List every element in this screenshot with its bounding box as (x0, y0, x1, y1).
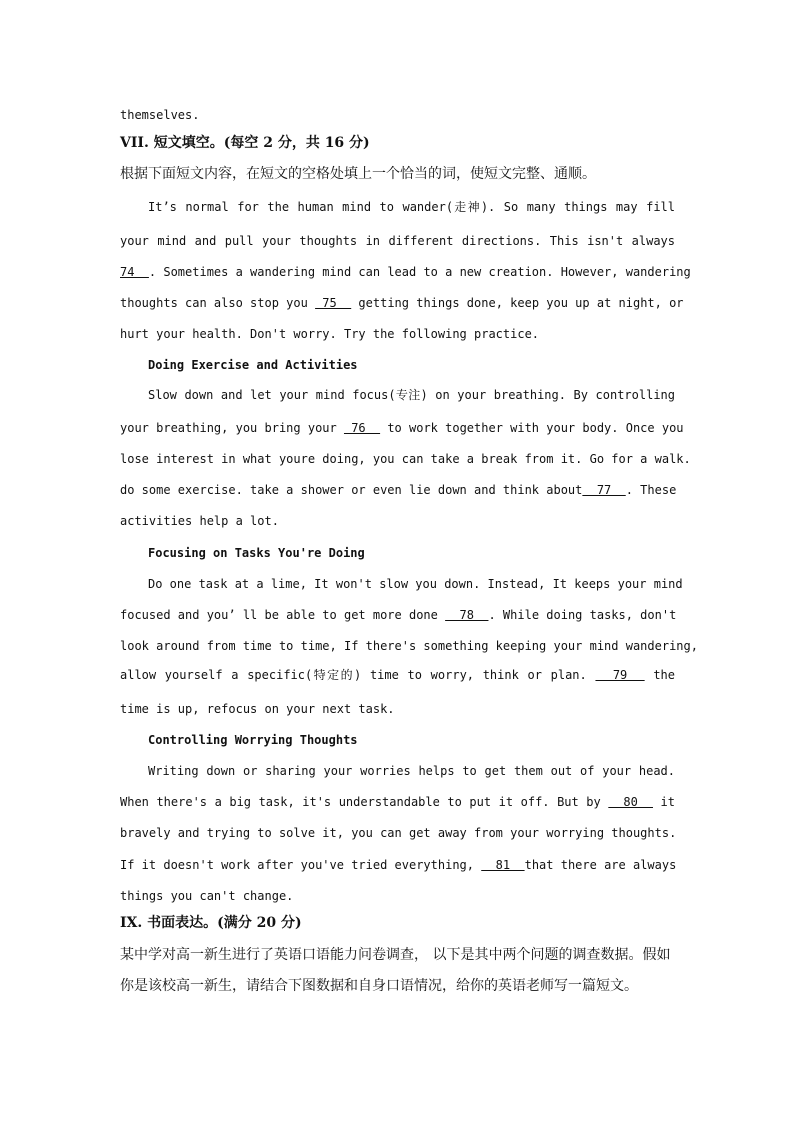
blank-78: 78 (445, 608, 489, 622)
passage-line: things you can't change. (120, 889, 294, 903)
passage-line: your breathing, you bring your 76 to work together with your body. Once you (120, 421, 684, 435)
subheading-focusing: Focusing on Tasks You're Doing (148, 546, 365, 560)
blank-75: 75 (315, 296, 352, 310)
section-ix-prompt-line: 你是该校高一新生，请结合下图数据和自身口语情况，给你的英语老师写一篇短文。 (120, 978, 638, 994)
passage-line: It’s normal for the human mind to wander(走神). So many things may fill (148, 200, 675, 214)
passage-line: time is up, refocus on your next task. (120, 702, 395, 716)
blank-81: 81 (481, 858, 525, 872)
passage-line: Slow down and let your mind focus(专注) on your breathing. By controlling (148, 388, 675, 402)
passage-line: bravely and trying to solve it, you can get away from your worrying thoughts. (120, 826, 677, 840)
blank-74: 74 (120, 265, 149, 279)
blank-76: 76 (343, 421, 381, 435)
blank-77: 77 (582, 483, 626, 497)
passage-line: activities help a lot. (120, 514, 279, 528)
section-ix-prompt-line: 某中学对高一新生进行了英语口语能力问卷调查， 以下是其中两个问题的调查数据。假如 (120, 947, 671, 963)
passage-line: Writing down or sharing your worries helps to get them out of your head. (148, 764, 675, 778)
passage-line: If it doesn't work after you've tried everything, 81 that there are always (120, 858, 677, 872)
passage-line: Do one task at a lime, It won't slow you down. Instead, It keeps your mind (148, 577, 683, 591)
blank-80: 80 (608, 795, 653, 809)
passage-line: 74 . Sometimes a wandering mind can lead to a new creation. However, wandering (120, 265, 691, 279)
subheading-controlling: Controlling Worrying Thoughts (148, 733, 358, 747)
subheading-exercise: Doing Exercise and Activities (148, 358, 358, 372)
section-vii-heading: VII. 短文填空。(每空 2 分，共 16 分) (120, 135, 370, 151)
passage-line: When there's a big task, it's understandable to put it off. But by 80 it (120, 795, 675, 809)
passage-line: allow yourself a specific(特定的) time to worry, think or plan. 79 the (120, 668, 675, 682)
section-vii-instruction: 根据下面短文内容，在短文的空格处填上一个恰当的词，使短文完整、通顺。 (120, 166, 596, 182)
blank-79: 79 (595, 668, 645, 682)
passage-line: do some exercise. take a shower or even lie down and think about 77 . These (120, 483, 677, 497)
passage-line: your mind and pull your thoughts in different directions. This isn't always (120, 234, 675, 248)
passage-line: look around from time to time, If there's something keeping your mind wandering, (120, 639, 698, 653)
passage-line: hurt your health. Don't worry. Try the following practice. (120, 327, 540, 341)
passage-line: focused and you’ ll be able to get more done 78 . While doing tasks, don't (120, 608, 677, 622)
passage-line: lose interest in what youre doing, you can take a break from it. Go for a walk. (120, 452, 691, 466)
section-ix-heading: IX. 书面表达。(满分 20 分) (120, 915, 302, 931)
passage-line: thoughts can also stop you 75 getting things done, keep you up at night, or (120, 296, 684, 310)
continuation-text: themselves. (120, 108, 200, 122)
